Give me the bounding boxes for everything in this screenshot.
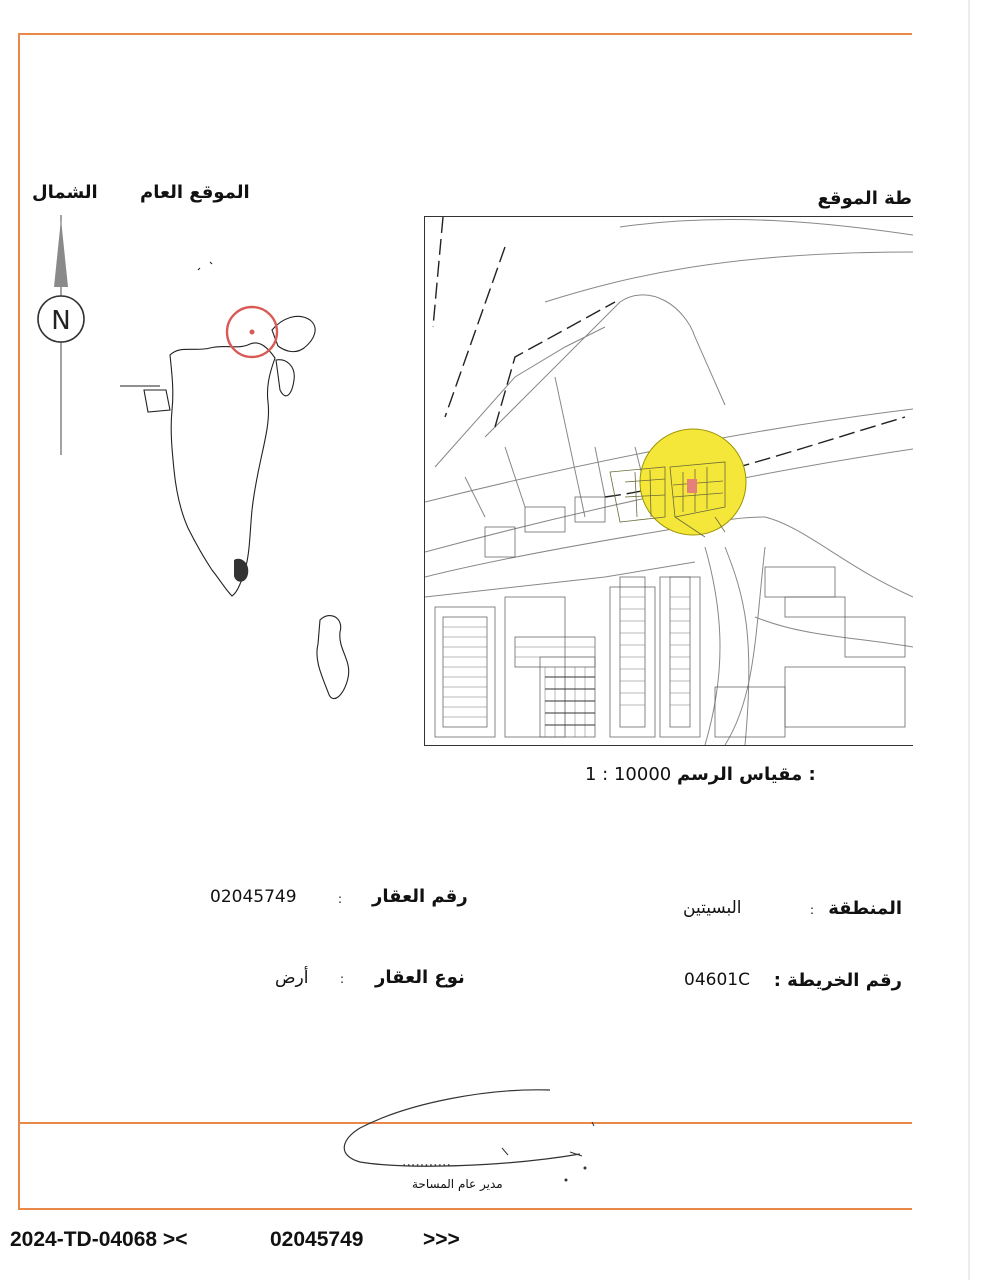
scale-text bbox=[585, 764, 816, 785]
region-label: المنطقة bbox=[828, 898, 902, 919]
property-type-value: أرض bbox=[275, 968, 309, 988]
parcel-marker bbox=[687, 479, 697, 493]
map-number-label: رقم الخريطة : bbox=[773, 970, 902, 991]
region-value: البسيتين bbox=[683, 898, 742, 918]
property-number-label: رقم العقار bbox=[372, 886, 468, 907]
colon-separator: : bbox=[338, 892, 343, 906]
page-edge bbox=[968, 0, 970, 1280]
general-location-heading: الموقع العام bbox=[140, 182, 250, 203]
frame-bottom-line bbox=[18, 1208, 912, 1210]
colon-separator: : bbox=[810, 903, 815, 917]
overview-map bbox=[100, 240, 380, 720]
colon-separator: : bbox=[340, 972, 345, 986]
footer-reference: 2024-TD-04068 >< bbox=[10, 1228, 188, 1251]
site-plan-heading: طة الموقع bbox=[817, 188, 912, 209]
map-number-value: 04601C bbox=[684, 970, 750, 990]
north-arrow-icon bbox=[28, 215, 94, 455]
frame-top-line bbox=[18, 33, 912, 35]
site-plan-map bbox=[424, 216, 913, 746]
handwritten-signature bbox=[330, 1080, 610, 1190]
footer-number: 02045749 bbox=[270, 1228, 364, 1251]
scale-value: 1 : 10000 bbox=[585, 764, 672, 785]
signature-dots: ........... bbox=[402, 1154, 451, 1170]
footer-arrows: >>> bbox=[423, 1228, 460, 1251]
scale-label: مقياس الرسم : bbox=[676, 764, 816, 785]
property-number-value: 02045749 bbox=[210, 887, 297, 907]
signature-caption: مدير عام المساحة bbox=[412, 1177, 503, 1191]
north-heading: الشمال bbox=[32, 182, 98, 203]
frame-left-line bbox=[18, 33, 20, 1209]
property-type-label: نوع العقار bbox=[375, 967, 465, 988]
compass-letter: N bbox=[51, 306, 71, 336]
